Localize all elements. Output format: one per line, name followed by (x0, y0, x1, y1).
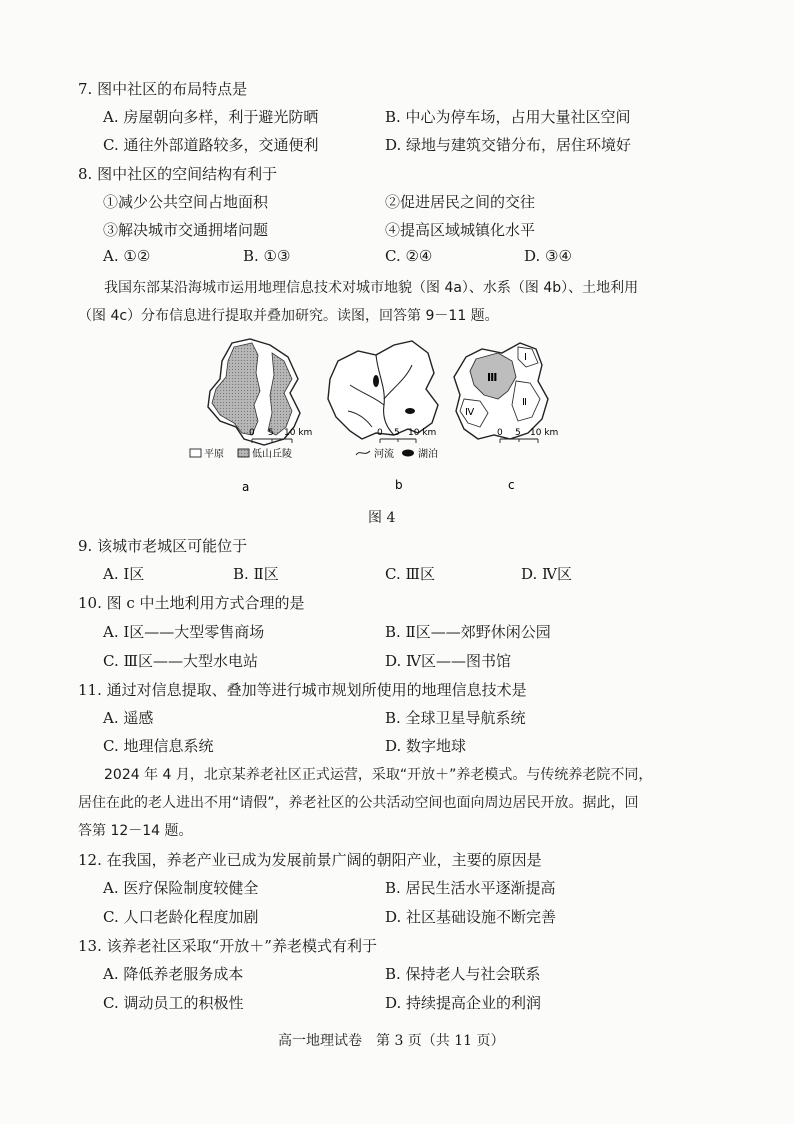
map-a-hills-west (212, 343, 260, 435)
legend-lake-label: 湖泊 (418, 449, 438, 460)
legend-river-symbol (356, 451, 370, 455)
legend-plain-swatch (190, 449, 201, 457)
scale-c-tick-10: 10 km (530, 428, 559, 438)
q8-stem: 8. 图中社区的空间结构有利于 (78, 165, 278, 183)
map-c-label-2: Ⅱ (522, 397, 527, 408)
q11-option-c: C. 地理信息系统 (103, 737, 214, 755)
q12-option-a: A. 医疗保险制度较健全 (103, 879, 259, 897)
scale-b-tick-0: 0 (377, 428, 383, 438)
q7-option-c: C. 通往外部道路较多，交通便利 (103, 136, 319, 154)
q11-option-d: D. 数字地球 (385, 737, 467, 755)
map-b-water (328, 341, 438, 439)
q10-option-d: D. Ⅳ区——图书馆 (385, 652, 512, 670)
q10-option-c: C. Ⅲ区——大型水电站 (103, 652, 258, 670)
panel-label-b: b (395, 478, 403, 492)
q9-option-b: B. Ⅱ区 (233, 565, 279, 583)
q10-option-a: A. Ⅰ区——大型零售商场 (103, 623, 265, 641)
q9-option-c: C. Ⅲ区 (385, 565, 435, 583)
q12-stem: 12. 在我国，养老产业已成为发展前景广阔的朝阳产业，主要的原因是 (78, 851, 542, 869)
legend-hills-label: 低山丘陵 (252, 449, 292, 460)
scale-a-tick-0: 0 (249, 428, 255, 438)
legend-b (356, 447, 438, 460)
q12-option-b: B. 居民生活水平逐渐提高 (385, 879, 556, 897)
q7-option-a: A. 房屋朝向多样，利于避光防晒 (103, 108, 319, 126)
q8-option-c: C. ②④ (385, 247, 433, 265)
q11-option-a: A. 遥感 (103, 709, 154, 727)
q10-option-b: B. Ⅱ区——郊野休闲公园 (385, 623, 551, 641)
q7-option-d: D. 绿地与建筑交错分布，居住环境好 (385, 136, 632, 154)
map-c-label-3: Ⅲ (487, 371, 498, 384)
q8-item-1: ①减少公共空间占地面积 (103, 193, 269, 211)
scale-c-tick-5: 5 (515, 428, 521, 438)
legend-a (190, 447, 292, 460)
q12-option-d: D. 社区基础设施不断完善 (385, 908, 557, 926)
q13-stem: 13. 该养老社区采取“开放＋”养老模式有利于 (78, 937, 377, 955)
q8-item-2: ②促进居民之间的交往 (385, 193, 536, 211)
panel-label-a: a (242, 480, 250, 494)
map-c-label-1: Ⅰ (524, 352, 527, 363)
passage2-line3: 答第 12－14 题。 (78, 823, 193, 839)
q8-option-b: B. ①③ (243, 247, 291, 265)
q9-stem: 9. 该城市老城区可能位于 (78, 537, 248, 555)
page-footer: 高一地理试卷 第 3 页（共 11 页） (278, 1033, 505, 1049)
q11-stem: 11. 通过对信息提取、叠加等进行城市规划所使用的地理信息技术是 (78, 681, 527, 699)
scale-c-tick-0: 0 (497, 428, 503, 438)
map-c-label-4: Ⅳ (465, 407, 475, 418)
passage1-line1: 我国东部某沿海城市运用地理信息技术对城市地貌（图 4a）、水系（图 4b）、土地利用 (104, 280, 639, 296)
legend-plain-label: 平原 (204, 449, 224, 460)
q9-option-a: A. Ⅰ区 (103, 565, 145, 583)
scale-b-tick-10: 10 km (408, 428, 437, 438)
legend-hills-swatch (238, 449, 249, 457)
figure-caption: 图 4 (368, 510, 396, 526)
q13-option-b: B. 保持老人与社会联系 (385, 965, 541, 983)
scale-a-tick-5: 5 (268, 428, 274, 438)
map-b-lake-1 (373, 375, 379, 387)
passage1-line2: （图 4c）分布信息进行提取并叠加研究。读图，回答第 9－11 题。 (78, 308, 499, 324)
q8-option-a: A. ①② (103, 247, 151, 265)
map-c-land-use (454, 343, 548, 439)
q7-stem: 7. 图中社区的布局特点是 (78, 80, 248, 98)
q11-option-b: B. 全球卫星导航系统 (385, 709, 526, 727)
q7-option-b: B. 中心为停车场，占用大量社区空间 (385, 108, 631, 126)
figure-4-maps (180, 335, 580, 500)
q8-item-4: ④提高区域城镇化水平 (385, 221, 536, 239)
panel-label-c: c (508, 478, 515, 492)
q13-option-c: C. 调动员工的积极性 (103, 994, 244, 1012)
scale-b-tick-5: 5 (394, 428, 400, 438)
q13-option-a: A. 降低养老服务成本 (103, 965, 244, 983)
q8-option-d: D. ③④ (524, 247, 572, 265)
legend-lake-symbol (402, 450, 414, 457)
passage2-line2: 居住在此的老人进出不用“请假”，养老社区的公共活动空间也面向周边居民开放。据此，回 (78, 795, 639, 811)
q10-stem: 10. 图 c 中土地利用方式合理的是 (78, 594, 305, 612)
map-b-lake-2 (405, 408, 415, 414)
q12-option-c: C. 人口老龄化程度加剧 (103, 908, 259, 926)
q9-option-d: D. Ⅳ区 (521, 565, 573, 583)
scale-a-tick-10: 10 km (284, 428, 313, 438)
q13-option-d: D. 持续提高企业的利润 (385, 994, 542, 1012)
passage2-line1: 2024 年 4 月，北京某养老社区正式运营，采取“开放＋”养老模式。与传统养老院不同， (104, 767, 653, 783)
q8-item-3: ③解决城市交通拥堵问题 (103, 221, 269, 239)
legend-river-label: 河流 (374, 449, 394, 460)
